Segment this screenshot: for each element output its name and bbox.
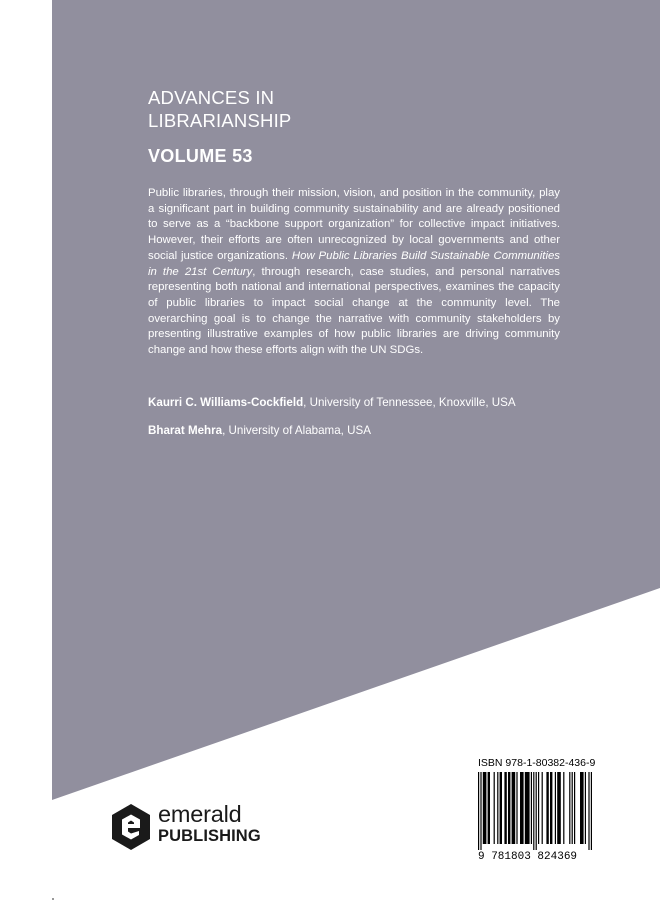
corner-mark bbox=[52, 898, 54, 900]
barcode-bar bbox=[591, 772, 592, 850]
barcode-bar bbox=[488, 772, 490, 844]
author-1 bbox=[148, 396, 516, 409]
barcode-bar bbox=[520, 772, 524, 844]
back-cover-blurb bbox=[148, 186, 560, 359]
blurb-text-part1: Public libraries, through their mission, vision, and position in the community, play a significant part in building community sustainability and are already positioned to serve as a “backbone support organization” for collective impact initiatives. However, their efforts are often unrecognized by local governments and other social justice organizations. bbox=[148, 187, 560, 262]
blurb-book-title: How Public Libraries Build Sustainable Communities in the 21st Century bbox=[148, 249, 561, 278]
blurb-text-part2: , through research, case studies, and personal narratives representing both national and international perspectives, examines the capacity of public libraries to impact social change at the community level. The overarching goal is to change the narrative with community stakeholders by presenting illustrative examples of how public libraries are driving community change and how these efforts align with the UN SDGs. bbox=[148, 265, 561, 357]
barcode-bar bbox=[504, 772, 506, 844]
barcode-bar bbox=[550, 772, 552, 844]
barcode-bar bbox=[569, 772, 570, 844]
barcode-bar bbox=[508, 772, 510, 844]
barcode-bar bbox=[500, 772, 502, 844]
author-1-affiliation: , University of Tennessee, Knoxville, USA bbox=[303, 396, 516, 409]
barcode-bar bbox=[580, 772, 584, 844]
barcode-bar bbox=[588, 772, 589, 850]
author-2 bbox=[148, 424, 371, 437]
barcode-bar bbox=[546, 772, 548, 844]
author-2-affiliation: , University of Alabama, USA bbox=[222, 424, 371, 437]
barcode-bar bbox=[478, 772, 479, 850]
barcode-bar bbox=[497, 772, 498, 844]
barcode-bar bbox=[536, 772, 537, 850]
barcode-bars bbox=[478, 772, 592, 850]
barcode-bar bbox=[494, 772, 495, 844]
barcode-bar bbox=[483, 772, 487, 844]
series-title bbox=[148, 86, 291, 132]
barcode-bar bbox=[533, 772, 534, 850]
isbn-barcode bbox=[478, 772, 592, 866]
series-title-line1: ADVANCES IN bbox=[148, 87, 275, 108]
publisher-logo bbox=[110, 803, 275, 851]
barcode-bar bbox=[557, 772, 561, 844]
barcode-bar bbox=[542, 772, 543, 844]
barcode-bar bbox=[538, 772, 539, 844]
barcode-bar bbox=[480, 772, 481, 850]
barcode-bar bbox=[572, 772, 573, 844]
barcode-bar bbox=[585, 772, 586, 844]
barcode-bar bbox=[574, 772, 575, 844]
barcode-bar bbox=[525, 772, 530, 844]
barcode-bar bbox=[516, 772, 517, 844]
barcode-bar bbox=[512, 772, 516, 844]
publisher-name-emerald: emerald bbox=[158, 801, 242, 827]
author-1-name: Kaurri C. Williams-Cockfield bbox=[148, 396, 304, 409]
volume-number: VOLUME 53 bbox=[148, 146, 253, 166]
author-2-name: Bharat Mehra bbox=[148, 424, 223, 437]
barcode-bar bbox=[531, 772, 532, 844]
barcode-digits: 9 781803 824369 bbox=[478, 851, 578, 863]
isbn-label: ISBN 978-1-80382-436-9 bbox=[478, 757, 596, 769]
series-title-line2: LIBRARIANSHIP bbox=[148, 110, 292, 131]
emerald-e-icon bbox=[110, 803, 152, 851]
barcode-bar bbox=[555, 772, 556, 844]
publisher-name-publishing: PUBLISHING bbox=[158, 827, 261, 845]
barcode-bar bbox=[563, 772, 564, 844]
